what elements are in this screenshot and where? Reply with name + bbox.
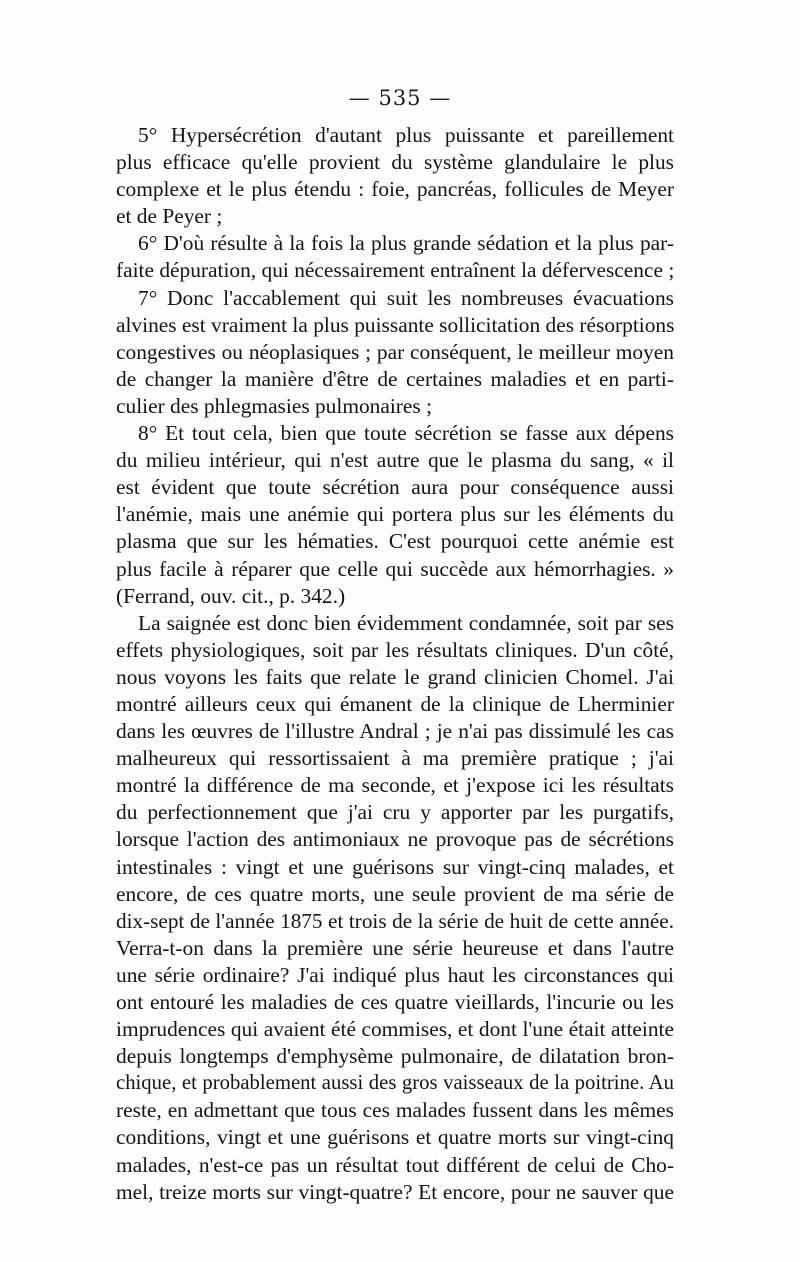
text-line: 8° Et tout cela, bien que toute sécrétion se fasse aux dépens [138, 421, 674, 446]
text-line: conditions, vingt et une guérisons et quatre morts sur vingt-cinq [116, 1125, 674, 1150]
text-line: lorsque l'action des antimoniaux ne provoque pas de sécrétions [116, 827, 674, 852]
text-line: montré ailleurs ceux qui émanent de la clinique de Lherminier [116, 691, 674, 716]
page-number: — 535 — [348, 86, 452, 110]
text-line: 7° Donc l'accablement qui suit les nombreuses évacuations [138, 285, 674, 310]
text-line: du milieu intérieur, qui n'est autre que le plasma du sang, « il [116, 448, 674, 473]
text-line: chique, et probablement aussi des gros vaisseaux de la poitrine. Au [116, 1072, 674, 1095]
text-line: reste, en admettant que tous ces malades fussent dans les mêmes [116, 1098, 674, 1123]
text-line: et de Peyer ; [116, 204, 223, 229]
text-line: plus facile à réparer que celle qui succède aux hémorrhagies. » [116, 556, 674, 581]
text-line: (Ferrand, ouv. cit., p. 342.) [116, 583, 346, 608]
text-line: nous voyons les faits que relate le grand clinicien Chomel. J'ai [116, 664, 674, 689]
text-line: depuis longtemps d'emphysème pulmonaire, de dilatation bron- [116, 1044, 674, 1069]
text-line: congestives ou néoplasiques ; par conséquent, le meilleur moyen [116, 339, 674, 364]
text-line: malheureux qui ressortissaient à ma première pratique ; j'ai [116, 746, 674, 771]
text-line: culier des phlegmasies pulmonaires ; [116, 393, 433, 418]
text-line: malades, n'est-ce pas un résultat tout différent de celui de Cho- [116, 1152, 674, 1177]
text-line: de changer la manière d'être de certaines maladies et en parti- [116, 366, 674, 391]
text-line: 5° Hypersécrétion d'autant plus puissante et pareillement [138, 123, 674, 147]
text-line: plasma que sur les hématies. C'est pourquoi cette anémie est [116, 529, 674, 554]
text-line: l'anémie, mais une anémie qui portera plus sur les éléments du [116, 502, 674, 527]
text-line: imprudences qui avaient été commises, et dont l'une était atteinte [116, 1017, 674, 1042]
text-line: alvines est vraiment la plus puissante sollicitation des résorptions [116, 312, 675, 337]
text-line: Verra-t-on dans la première une série heureuse et dans l'autre [116, 935, 674, 960]
body-text [116, 122, 674, 1206]
text-line: encore, de ces quatre morts, une seule provient de ma série de [116, 881, 674, 906]
text-line: une série ordinaire? J'ai indiqué plus haut les circonstances qui [116, 962, 674, 987]
text-line: faite dépuration, qui nécessairement entraînent la défervescence ; [116, 258, 675, 283]
text-line: mel, treize morts sur vingt-quatre? Et encore, pour ne sauver que [116, 1179, 674, 1204]
text-line: montré la différence de ma seconde, et j'expose ici les résultats [116, 773, 674, 798]
text-line: 6° D'où résulte à la fois la plus grande sédation et la plus par- [138, 231, 674, 256]
text-line: plus efficace qu'elle provient du système glandulaire le plus [116, 150, 674, 175]
text-line: effets physiologiques, soit par les résultats cliniques. D'un côté, [116, 637, 674, 662]
text-line: intestinales : vingt et une guérisons sur vingt-cinq malades, et [116, 854, 674, 879]
text-line: est évident que toute sécrétion aura pour conséquence aussi [116, 475, 674, 500]
text-line: dix-sept de l'année 1875 et trois de la série de huit de cette année. [116, 908, 674, 933]
text-line: complexe et le plus étendu : foie, pancréas, follicules de Meyer [116, 177, 674, 202]
text-line: ont entouré les maladies de ces quatre vieillards, l'incurie ou les [116, 990, 674, 1014]
text-line: dans les œuvres de l'illustre Andral ; je n'ai pas dissimulé les cas [116, 719, 674, 744]
text-line: La saignée est donc bien évidemment condamnée, soit par ses [138, 610, 674, 635]
text-line: du perfectionnement que j'ai cru y apporter par les purgatifs, [116, 800, 674, 825]
